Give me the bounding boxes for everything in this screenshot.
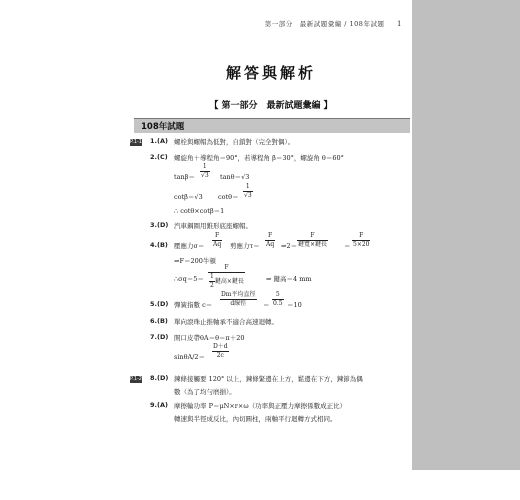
fraction-denominator: 鍵高×鍵長 [214, 278, 244, 285]
section-label: 第一部分 最新試題彙編 [221, 101, 321, 111]
fraction-numerator: 1 [210, 273, 214, 280]
formula-text: cotβ＝√3 [174, 193, 203, 201]
page-ref-tag: P.1-1 [130, 139, 142, 145]
answer-number: 9.(A) [150, 401, 168, 409]
fraction-denominator-compound [208, 273, 245, 290]
formula-text: ⇒ 鍵高＝4 mm [266, 275, 312, 283]
section-bracket-open: 【 [209, 101, 219, 111]
formula-text: ∴ cotθ×cotβ＝1 [174, 207, 225, 215]
formula-text: 壓應力σ＝ [174, 242, 205, 250]
fraction-denominator: √3 [244, 192, 252, 199]
formula-text: ∴σq＝5＝ [174, 275, 204, 283]
page-title: 解答與解析 [225, 64, 316, 82]
fraction-numerator: 5 [272, 291, 284, 300]
answer-number: 6.(B) [150, 317, 168, 325]
fraction-denominator: d線徑 [230, 300, 247, 307]
fraction [243, 183, 253, 200]
fraction-numerator: F [265, 232, 275, 241]
fraction-numerator: F [297, 232, 328, 241]
answer-text: 螺栓與螺帽為低對，自鎖對（完全對偶）。 [174, 138, 295, 146]
section-heading [130, 98, 412, 111]
answer-text: 螺旋角＋導程角＝90°，若導程角 β＝30°，螺旋角 θ＝60° [174, 154, 344, 162]
formula-text: ＝ [263, 301, 270, 309]
fraction [265, 232, 275, 249]
formula-text: sinθA/2＝ [174, 353, 206, 361]
fraction [200, 163, 210, 180]
fraction [297, 232, 328, 249]
answer-number: 4.(B) [150, 241, 168, 249]
formula-text: tanθ＝√3 [220, 173, 250, 181]
fraction-denominator: 2c [216, 352, 224, 359]
answer-text: 開口皮帶θA＝θ＝π＋20 [174, 334, 245, 342]
fraction-numerator: F [212, 232, 222, 241]
fraction [208, 264, 245, 290]
answer-number: 7.(D) [150, 333, 169, 341]
answer-text: 摩擦輪功率 P＝μN×r×ω（功率與正壓力摩擦係數成正比） [174, 402, 347, 410]
fraction-denominator: √3 [201, 172, 209, 179]
book-page [130, 0, 412, 500]
fraction-denominator: 鍵寬×鍵長 [298, 241, 328, 248]
answer-number: 5.(D) [150, 300, 169, 308]
fraction-denominator: 5×20 [353, 241, 370, 248]
fraction-numerator: 1 [243, 183, 253, 192]
page-ref-tag: P.1-2 [130, 376, 142, 382]
answer-number: 2.(C) [150, 153, 168, 161]
running-head-text: 第一部分 最新試題彙編 / 108年試題 [264, 20, 385, 28]
answer-text: 汽車鋼圈用錐形底座螺帽。 [174, 222, 252, 230]
formula-text: cotθ＝ [218, 193, 239, 201]
answer-number: 1.(A) [150, 137, 168, 145]
formula-text: ⇒F＝200牛頓 [174, 257, 216, 265]
fraction-numerator: D＋d [213, 343, 228, 350]
fraction-numerator: F [352, 232, 370, 241]
answer-number: 3.(D) [150, 221, 169, 229]
fraction [212, 343, 229, 360]
year-header-bar [134, 118, 410, 133]
answer-number: 8.(D) [150, 374, 169, 382]
fraction-denominator: 0.5 [273, 300, 283, 307]
answer-text: 數（為了均勻磨損）。 [174, 388, 236, 396]
formula-text: ＝ [344, 242, 351, 250]
section-bracket-close: 】 [323, 101, 333, 111]
fraction-numerator: Dm平均直徑 [221, 291, 256, 298]
fraction-denominator: 2 [210, 282, 214, 289]
year-label: 108年試題 [141, 122, 185, 132]
formula-text: 剪應力τ＝ [230, 242, 260, 250]
fraction [209, 273, 215, 290]
side-margin-panel [412, 0, 520, 470]
running-head [265, 19, 402, 28]
formula-text: 彈簧指數 c＝ [174, 301, 213, 309]
answer-text: 單向滾珠止推軸承不適合高速迴轉。 [174, 318, 278, 326]
fraction-numerator: 1 [200, 163, 210, 172]
fraction-denominator: Aq [213, 241, 222, 248]
fraction [212, 232, 222, 249]
fraction [352, 232, 370, 249]
fraction-denominator: Aq [266, 241, 275, 248]
answer-text: 鍊條接觸要 120° 以上，鍊條緊邊在上方，鬆邊在下方，鍊節為偶 [174, 375, 363, 383]
formula-text: ⇒2＝ [281, 242, 298, 250]
formula-text: ＝10 [287, 301, 302, 309]
fraction [272, 291, 284, 308]
page-number: 1 [397, 20, 402, 28]
fraction [220, 291, 257, 308]
answer-text: 轉速與半徑成反比，內切圓柱，兩軸平行迴轉方式相同。 [174, 415, 337, 423]
fraction-numerator: F [208, 264, 245, 273]
formula-text: tanβ＝ [174, 173, 195, 181]
